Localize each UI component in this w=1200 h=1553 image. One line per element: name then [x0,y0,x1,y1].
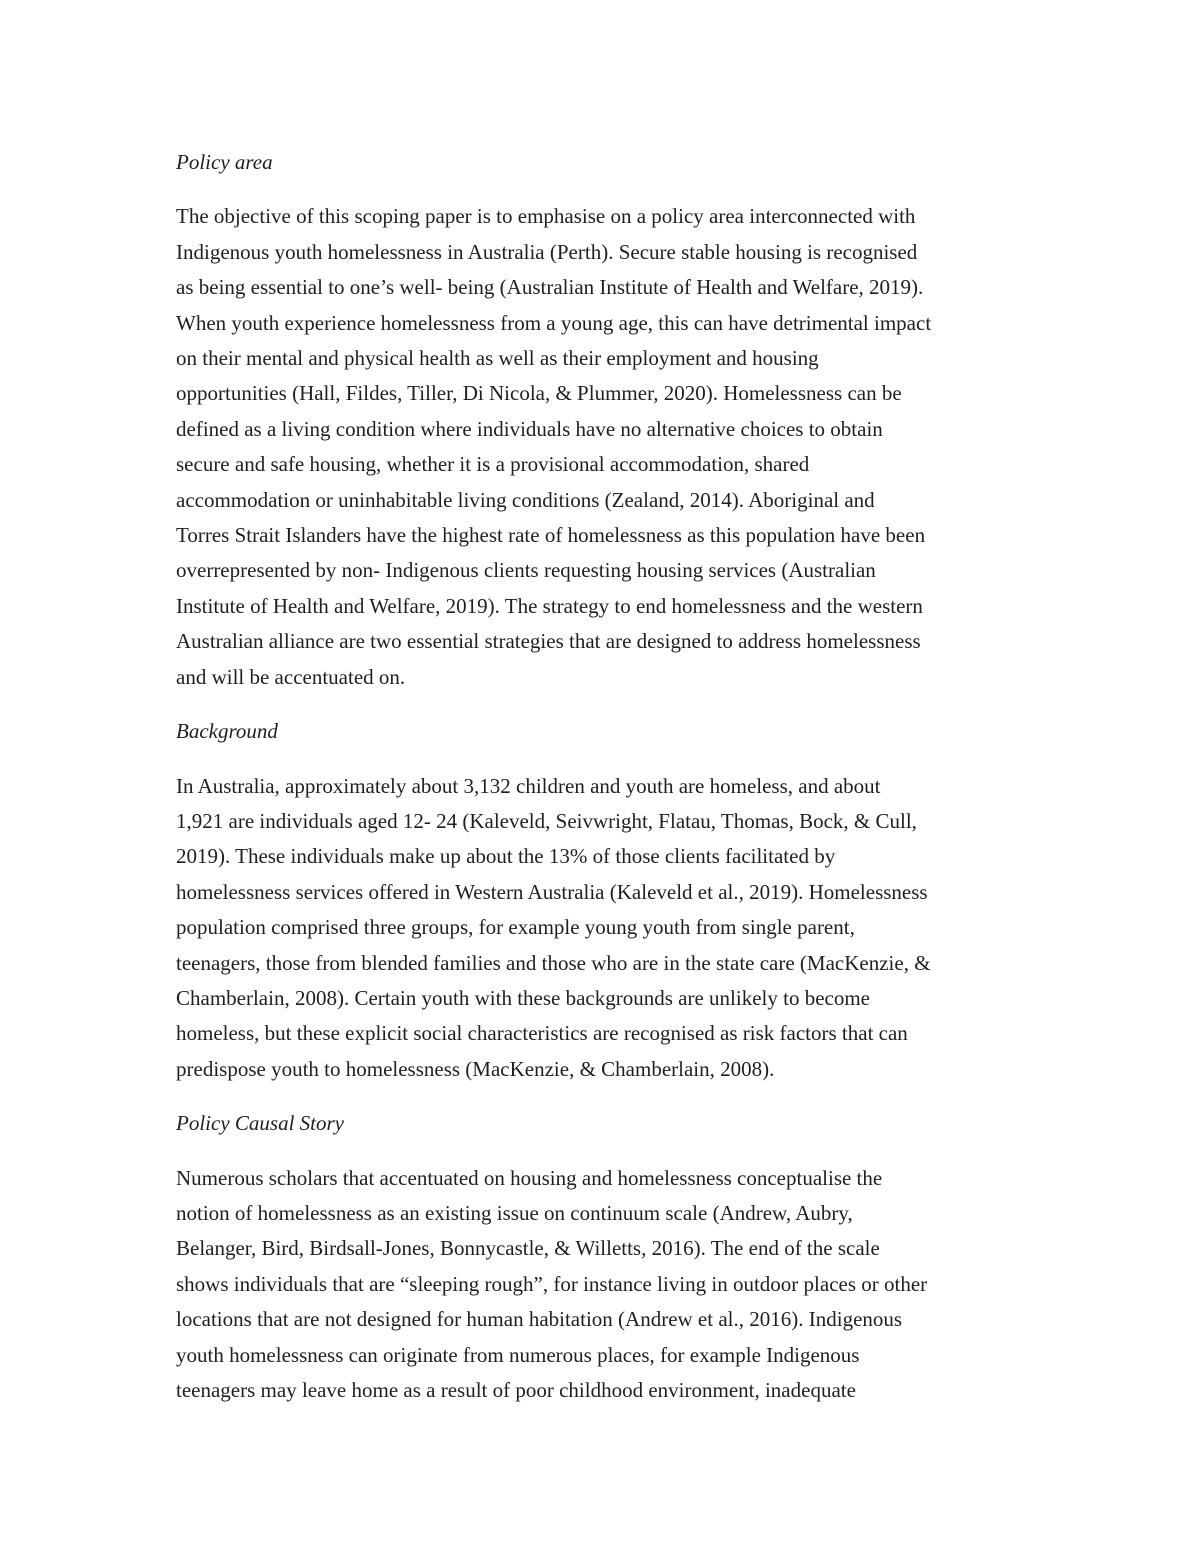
text-line: homelessness services offered in Western Australia (Kaleveld et al., 2019). Homelessness [176,879,928,904]
text-line: defined as a living condition where individuals have no alternative choices to obtain [176,416,883,441]
text-line: Chamberlain, 2008). Certain youth with these backgrounds are unlikely to become [176,985,870,1010]
paragraph-background [176,769,1036,1088]
spacer [176,1087,1036,1106]
text-line: as being essential to one’s well- being (Australian Institute of Health and Welfare, 2019). [176,275,924,300]
text-line: locations that are not designed for human habitation (Andrew et al., 2016). Indigenous [176,1307,903,1332]
spacer [176,180,1036,199]
section-heading-policy-area: Policy area [176,150,273,174]
text-line: notion of homelessness as an existing issue on continuum scale (Andrew, Aubry, [176,1200,853,1225]
text-line: Numerous scholars that accentuated on housing and homelessness conceptualise the [176,1165,883,1190]
text-line: 1,921 are individuals aged 12- 24 (Kaleveld, Seivwright, Flatau, Thomas, Bock, & Cull, [176,808,917,833]
spacer [176,1142,1036,1161]
text-line: In Australia, approximately about 3,132 children and youth are homeless, and about [176,773,881,798]
text-line: Institute of Health and Welfare, 2019). The strategy to end homelessness and the western [176,593,923,618]
section-heading-policy-causal-story: Policy Causal Story [176,1111,344,1136]
text-line: Indigenous youth homelessness in Australia (Perth). Secure stable housing is recognised [176,239,918,264]
text-line: teenagers, those from blended families and those who are in the state care (MacKenzie, & [176,950,931,975]
paragraph-policy-area [176,199,1036,695]
text-line: secure and safe housing, whether it is a provisional accommodation, shared [176,452,810,477]
text-line: overrepresented by non- Indigenous clients requesting housing services (Australian [176,558,876,583]
spacer [176,695,1036,714]
document-body [176,145,1036,1408]
text-line: Belanger, Bird, Birdsall-Jones, Bonnycastle, & Willetts, 2016). The end of the scale [176,1236,880,1261]
text-line: Australian alliance are two essential strategies that are designed to address homelessness [176,629,921,654]
spacer [176,750,1036,769]
text-line: The objective of this scoping paper is to emphasise on a policy area interconnected with [176,204,916,229]
paragraph-policy-causal-story [176,1161,1036,1409]
text-line: teenagers may leave home as a result of poor childhood environment, inadequate [176,1378,856,1402]
text-line: youth homelessness can originate from numerous places, for example Indigenous [176,1342,860,1367]
text-line: shows individuals that are “sleeping rough”, for instance living in outdoor places or other [176,1271,928,1296]
text-line: 2019). These individuals make up about the 13% of those clients facilitated by [176,844,836,869]
text-line: and will be accentuated on. [176,664,406,689]
text-line: Torres Strait Islanders have the highest rate of homelessness as this population have been [176,523,926,548]
text-line: predispose youth to homelessness (MacKenzie, & Chamberlain, 2008). [176,1056,775,1081]
section-heading-background: Background [176,719,278,744]
text-line: opportunities (Hall, Fildes, Tiller, Di Nicola, & Plummer, 2020). Homelessness can be [176,381,902,406]
text-line: on their mental and physical health as well as their employment and housing [176,346,819,371]
text-line: homeless, but these explicit social characteristics are recognised as risk factors that can [176,1021,908,1046]
text-line: When youth experience homelessness from a young age, this can have detrimental impact [176,310,932,335]
text-line: accommodation or uninhabitable living conditions (Zealand, 2014). Aboriginal and [176,487,875,512]
text-line: population comprised three groups, for example young youth from single parent, [176,915,855,940]
